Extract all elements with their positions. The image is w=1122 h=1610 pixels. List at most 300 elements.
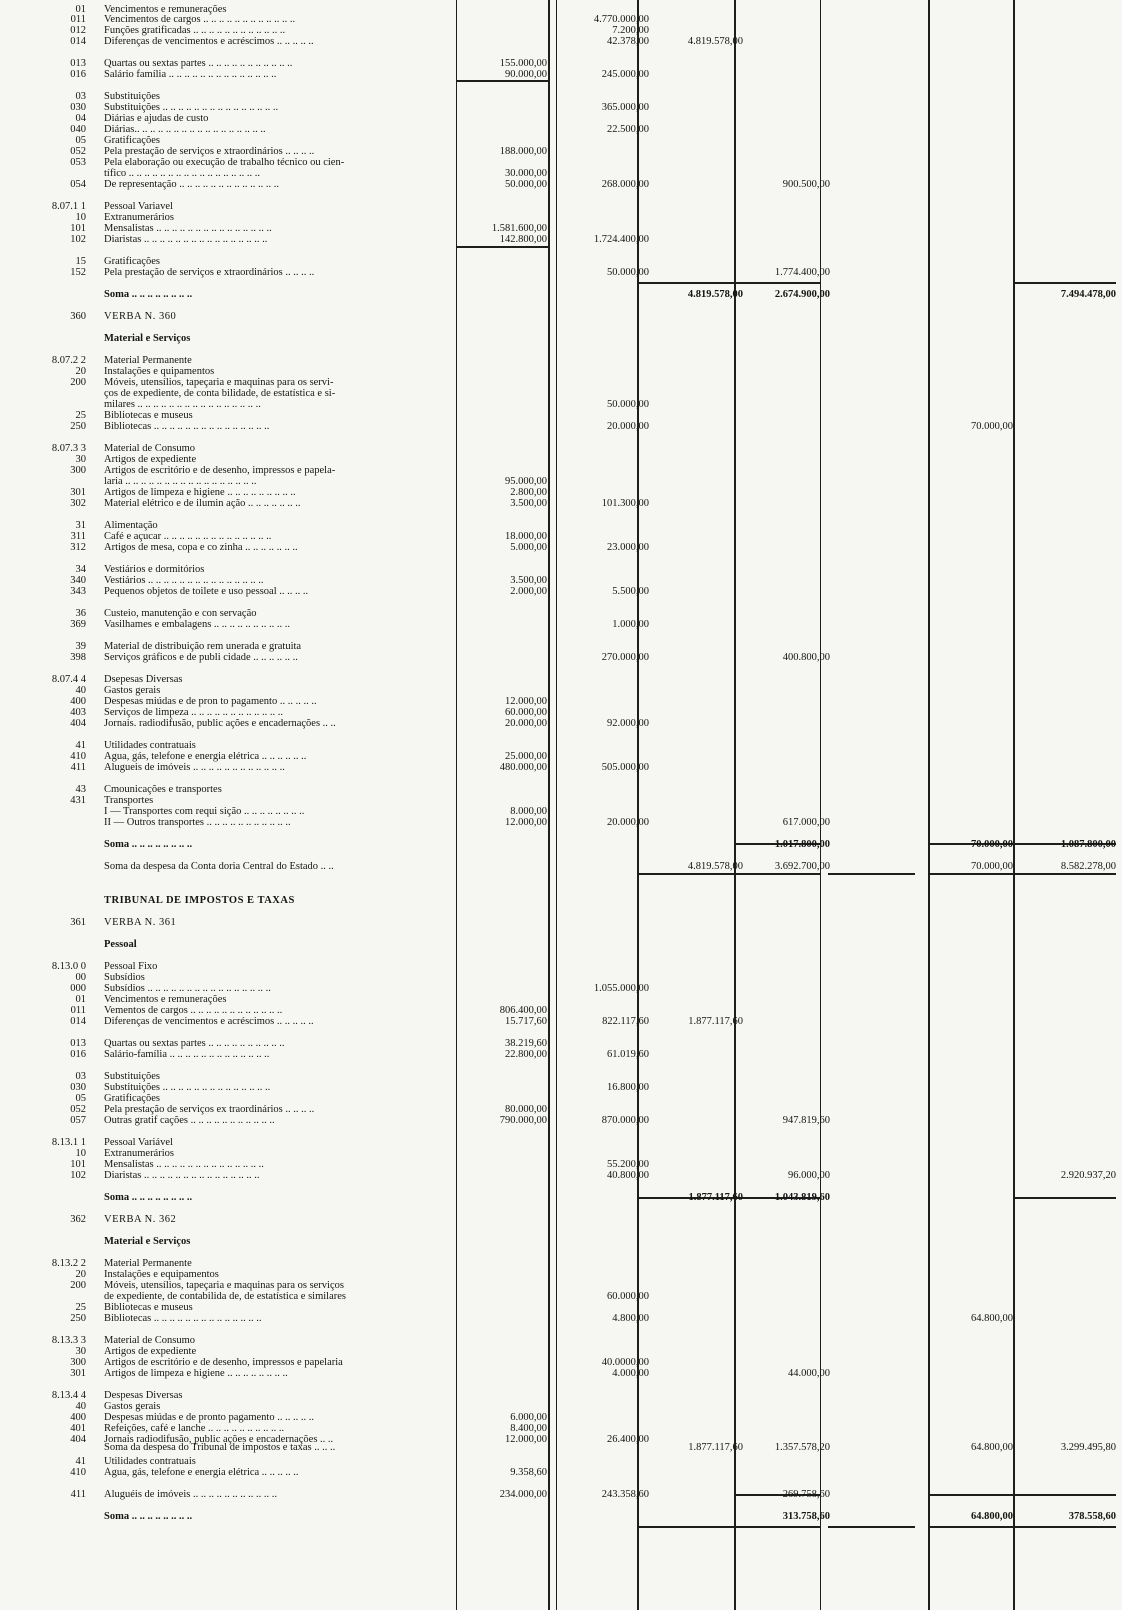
account-code: 400	[70, 696, 86, 707]
account-code: 404	[70, 718, 86, 729]
line-description: Alugueis de imóveis .. .. .. .. .. .. .. .. .. .. .. ..	[104, 762, 285, 773]
line-description: Instalações e equipamentos	[104, 1269, 219, 1280]
amount-col-2: 268.000,00	[601, 179, 649, 190]
line-description: Diárias e ajudas de custo	[104, 113, 209, 124]
account-code: 152	[70, 267, 86, 278]
amount-col-1: 8.000,00	[510, 806, 547, 817]
amount-col-3: 1.877.117,60	[688, 1192, 743, 1203]
amount-col-4: 1.043.819,60	[774, 1192, 830, 1203]
line-description: Agua, gás, telefone e energia elétrica .. .. .. .. .. ..	[104, 751, 307, 762]
line-description: Material de Consumo	[104, 443, 195, 454]
amount-col-1: 480.000,00	[499, 762, 547, 773]
line-description: Pessoal Variável	[104, 1137, 173, 1148]
amount-col-2: 55.200,00	[607, 1159, 649, 1170]
amount-col-6: 64.800,00	[971, 1442, 1013, 1453]
line-description: Extranumerários	[104, 1148, 174, 1159]
line-description: Despesas miúdas e de pronto pagamento .. .. .. .. ..	[104, 1412, 314, 1423]
line-description: Instalações e quipamentos	[104, 366, 215, 377]
account-code: 41	[75, 1456, 86, 1467]
line-description: Móveis, utensílios, tapeçaria e maquinas para os serviços	[104, 1280, 344, 1291]
account-code: 000	[70, 983, 86, 994]
line-description: Gratificações	[104, 1093, 160, 1104]
line-description: Bibliotecas e museus	[104, 1302, 193, 1313]
amount-col-3: 4.819.578,00	[687, 36, 743, 47]
table-row	[0, 1467, 1122, 1479]
table-row	[0, 917, 1122, 929]
line-description: Dsepesas Diversas	[104, 674, 183, 685]
line-description: Artigos de mesa, copa e co zinha .. .. .. .. .. .. ..	[104, 542, 298, 553]
amount-col-2: 243.358,60	[601, 1489, 649, 1500]
line-description: Pela prestação de serviços ex traordinários .. .. .. ..	[104, 1104, 315, 1115]
sum-underline	[734, 282, 820, 284]
account-code: 25	[75, 410, 86, 421]
amount-col-2: 42.378,00	[607, 36, 649, 47]
line-description: Água, gás, telefone e energia elétrica .. .. .. .. ..	[104, 1467, 299, 1478]
amount-col-2: 1.055.000,00	[593, 983, 649, 994]
amount-col-2: 23.000,00	[607, 542, 649, 553]
amount-col-7: 3.299.495,80	[1060, 1442, 1116, 1453]
line-description: Quartas ou sextas partes .. .. .. .. .. .. .. .. .. ..	[104, 1038, 285, 1049]
amount-col-4: 1.017.800,00	[774, 839, 830, 850]
amount-col-2: 822.117,60	[602, 1016, 649, 1027]
table-row	[0, 1049, 1122, 1061]
amount-col-1: 25.000,00	[505, 751, 547, 762]
line-description: Café e açucar .. .. .. .. .. .. .. .. .. .. .. .. .. ..	[104, 531, 272, 542]
table-row	[0, 311, 1122, 323]
account-code: 8.07.1 1	[51, 201, 86, 212]
account-code: 102	[70, 1170, 86, 1181]
line-description: Material e Serviços	[104, 333, 191, 344]
line-description: Vestiários .. .. .. .. .. .. .. .. .. .. .. .. .. .. ..	[104, 575, 264, 586]
account-code: 014	[70, 36, 86, 47]
account-code: 300	[70, 1357, 86, 1368]
line-description: Artigos de expediente	[104, 454, 197, 465]
line-description: Subsídios .. .. .. .. .. .. .. .. .. .. .. .. .. .. .. ..	[104, 983, 271, 994]
account-code: 040	[70, 124, 86, 135]
table-row	[0, 1511, 1122, 1523]
amount-col-1: 2.800,00	[510, 487, 547, 498]
amount-col-4: 269.758,60	[782, 1489, 830, 1500]
amount-col-1: 30.000,00	[505, 168, 547, 179]
line-description: Diaristas .. .. .. .. .. .. .. .. .. .. .. .. .. .. ..	[104, 1170, 260, 1181]
amount-col-2: 101.300,00	[601, 498, 649, 509]
line-description: Diferenças de vencimentos e acréscimos .. .. .. .. ..	[104, 1016, 314, 1027]
amount-col-3: 1.877.117,60	[688, 1442, 743, 1453]
amount-col-3: 4.819.578,00	[687, 289, 743, 300]
account-code: 398	[70, 652, 86, 663]
account-code: 8.07.3 3	[51, 443, 86, 454]
line-description: Vencimentos e remunerações	[104, 994, 227, 1005]
line-description: milares .. .. .. .. .. .. .. .. .. .. .. .. .. .. .. ..	[104, 399, 261, 410]
line-description: Jornais. radiodifusão, public ações e encadernações .. ..	[104, 718, 336, 729]
amount-col-1: 90.000,00	[505, 69, 547, 80]
amount-col-4: 313.758,60	[782, 1511, 830, 1522]
line-description: Material elétrico e de ilumin ação .. .. .. .. .. .. ..	[104, 498, 301, 509]
line-description: Gratificações	[104, 256, 160, 267]
line-description: Mensalistas .. .. .. .. .. .. .. .. .. .. .. .. .. ..	[104, 1159, 264, 1170]
amount-col-1: 2.000,00	[510, 586, 547, 597]
amount-col-2: 50.000,00	[607, 267, 649, 278]
amount-col-7: 8.582.278,00	[1060, 861, 1116, 872]
line-description: Gastos gerais	[104, 685, 161, 696]
account-code: 8.13.3 3	[51, 1335, 86, 1346]
amount-col-1: 12.000,00	[505, 817, 547, 828]
amount-col-1: 12.000,00	[505, 1434, 547, 1445]
line-description: Bibliotecas .. .. .. .. .. .. .. .. .. .. .. .. .. ..	[104, 1313, 262, 1324]
account-code: 030	[70, 102, 86, 113]
amount-col-6: 70.000,00	[971, 861, 1013, 872]
account-code: 20	[75, 366, 86, 377]
account-code: 052	[70, 1104, 86, 1115]
line-description: Vencimentos e remunerações	[104, 4, 227, 15]
sum-underline	[637, 873, 734, 875]
account-code: 8.13.0 0	[51, 961, 86, 972]
sum-underline	[1013, 1526, 1116, 1528]
line-description: Aluguéis de imóveis .. .. .. .. .. .. .. .. .. .. ..	[104, 1489, 277, 1500]
table-row	[0, 1442, 1122, 1454]
sum-underline	[828, 873, 915, 875]
account-code: 030	[70, 1082, 86, 1093]
line-description: Funções gratificadas .. .. .. .. .. .. .. .. .. .. .. ..	[104, 25, 286, 36]
line-description: Subsídios	[104, 972, 145, 983]
line-description: Salário família .. .. .. .. .. .. .. .. .. .. .. .. .. ..	[104, 69, 277, 80]
line-description: Diaristas .. .. .. .. .. .. .. .. .. .. .. .. .. .. .. ..	[104, 234, 268, 245]
line-description: TRIBUNAL DE IMPOSTOS E TAXAS	[104, 895, 295, 906]
amount-col-2: 365.000,00	[601, 102, 649, 113]
table-row	[0, 939, 1122, 951]
line-description: Salário-família .. .. .. .. .. .. .. .. .. .. .. .. ..	[104, 1049, 270, 1060]
amount-col-1: 155.000,00	[499, 58, 547, 69]
table-row	[0, 267, 1122, 279]
amount-col-1: 95.000,00	[505, 476, 547, 487]
account-code: 39	[75, 641, 86, 652]
amount-col-6: 70.000,00	[971, 839, 1013, 850]
line-description: Artigos de limpeza e higiene .. .. .. .. .. .. .. ..	[104, 1368, 288, 1379]
line-description: Diárias.. .. .. .. .. .. .. .. .. .. .. .. .. .. .. .. ..	[104, 124, 266, 135]
line-description: Substituições	[104, 1071, 161, 1082]
line-description: Diferenças de vencimentos e acréscimos .. .. .. .. ..	[104, 36, 314, 47]
account-code: 057	[70, 1115, 86, 1126]
account-code: 369	[70, 619, 86, 630]
amount-col-1: 12.000,00	[505, 696, 547, 707]
line-description: Pela elaboração ou execução de trabalho técnico ou cien-	[104, 157, 345, 168]
table-row	[0, 817, 1122, 829]
account-code: 8.07.4 4	[51, 674, 86, 685]
table-row	[0, 1368, 1122, 1380]
table-row	[0, 762, 1122, 774]
account-code: 8.13.1 1	[51, 1137, 86, 1148]
line-description: Artigos de escritório e de desenho, impressos e papela-	[104, 465, 336, 476]
amount-col-6: 64.800,00	[971, 1313, 1013, 1324]
line-description: ços de expediente, de conta bilidade, de estatística e si-	[104, 388, 336, 399]
line-description: Serviços gráficos e de publi cidade .. .. .. .. .. ..	[104, 652, 298, 663]
account-code: 8.07.2 2	[51, 355, 86, 366]
amount-col-2: 40.0000,00	[601, 1357, 649, 1368]
amount-col-4: 1.357.578,20	[774, 1442, 830, 1453]
amount-col-2: 245.000,00	[601, 69, 649, 80]
amount-col-1: 3.500,00	[510, 575, 547, 586]
table-row	[0, 179, 1122, 191]
table-row	[0, 1192, 1122, 1204]
amount-col-2: 4.000,00	[612, 1368, 649, 1379]
account-code: 012	[70, 25, 86, 36]
line-description: Material e Serviços	[104, 1236, 191, 1247]
amount-col-1: 22.800,00	[505, 1049, 547, 1060]
amount-col-2: 4.770.000,00	[593, 14, 649, 25]
account-code: 101	[70, 223, 86, 234]
amount-col-2: 505.000,00	[601, 762, 649, 773]
sum-underline	[928, 1526, 1013, 1528]
sum-underline	[1013, 282, 1116, 284]
account-code: 302	[70, 498, 86, 509]
line-description: Alimentação	[104, 520, 158, 531]
line-description: Artigos de expediente	[104, 1346, 197, 1357]
line-description: Pessoal	[104, 939, 137, 950]
line-description: Soma da despesa do Tribunal de impostos e taxas .. .. ..	[104, 1442, 336, 1453]
line-description: Pessoal Fixo	[104, 961, 158, 972]
account-code: 401	[70, 1423, 86, 1434]
amount-col-1: 9.358,60	[510, 1467, 547, 1478]
table-row	[0, 234, 1122, 246]
table-row	[0, 421, 1122, 433]
line-description: tífico .. .. .. .. .. .. .. .. .. .. .. .. .. .. .. .. ..	[104, 168, 261, 179]
account-code: 250	[70, 421, 86, 432]
sum-underline	[637, 282, 734, 284]
line-description: Vencimentos de cargos .. .. .. .. .. .. .. .. .. .. .. ..	[104, 14, 296, 25]
amount-col-1: 18.000,00	[505, 531, 547, 542]
line-description: II — Outros transportes .. .. .. .. .. .. .. .. .. .. ..	[104, 817, 291, 828]
table-row	[0, 1016, 1122, 1028]
account-code: 101	[70, 1159, 86, 1170]
table-row	[0, 69, 1122, 81]
amount-col-1: 20.000,00	[505, 718, 547, 729]
account-code: 301	[70, 487, 86, 498]
sum-underline	[637, 1526, 734, 1528]
amount-col-7: 2.920.937,20	[1060, 1170, 1116, 1181]
amount-col-1: 806.400,00	[499, 1005, 547, 1016]
amount-col-1: 60.000,00	[505, 707, 547, 718]
account-code: 360	[70, 311, 86, 322]
line-description: Substituições	[104, 91, 161, 102]
amount-col-1: 6.000,00	[510, 1412, 547, 1423]
table-row	[0, 1115, 1122, 1127]
account-code: 04	[75, 113, 86, 124]
line-description: Refeições, café e lanche .. .. .. .. .. .. .. .. .. ..	[104, 1423, 285, 1434]
line-description: Custeio, manutenção e con servação	[104, 608, 257, 619]
line-description: Material Permanente	[104, 355, 192, 366]
account-code: 250	[70, 1313, 86, 1324]
account-code: 054	[70, 179, 86, 190]
line-description: Mensalistas .. .. .. .. .. .. .. .. .. .. .. .. .. .. ..	[104, 223, 272, 234]
line-description: Bibliotecas e museus	[104, 410, 193, 421]
account-code: 43	[75, 784, 86, 795]
amount-col-2: 870.000,00	[601, 1115, 649, 1126]
line-description: Gratificações	[104, 135, 160, 146]
line-description: Vestiários e dormitórios	[104, 564, 205, 575]
account-code: 31	[75, 520, 86, 531]
amount-col-4: 617.000,00	[782, 817, 830, 828]
table-row	[0, 498, 1122, 510]
account-code: 30	[75, 454, 86, 465]
amount-col-4: 400.800,00	[782, 652, 830, 663]
sum-underline	[828, 1526, 915, 1528]
amount-col-1: 1.581.600,00	[491, 223, 547, 234]
amount-col-1: 5.000,00	[510, 542, 547, 553]
table-row	[0, 586, 1122, 598]
account-code: 25	[75, 1302, 86, 1313]
account-code: 03	[75, 1071, 86, 1082]
table-row	[0, 1214, 1122, 1226]
amount-col-2: 20.000,00	[607, 421, 649, 432]
amount-col-2: 1.000,00	[612, 619, 649, 630]
account-code: 411	[70, 1489, 86, 1500]
account-code: 361	[70, 917, 86, 928]
line-description: VERBA N. 361	[104, 917, 177, 928]
account-code: 403	[70, 707, 86, 718]
amount-col-2: 40.800,00	[607, 1170, 649, 1181]
amount-col-2: 60.000,00	[607, 1291, 649, 1302]
account-code: 410	[70, 1467, 86, 1478]
line-description: VERBA N. 362	[104, 1214, 177, 1225]
account-code: 41	[75, 740, 86, 751]
account-code: 10	[75, 212, 86, 223]
amount-col-2: 270.000,00	[601, 652, 649, 663]
account-code: 40	[75, 685, 86, 696]
line-description: Soma .. .. .. .. .. .. .. ..	[104, 839, 193, 850]
line-description: Soma .. .. .. .. .. .. .. ..	[104, 1511, 193, 1522]
account-code: 404	[70, 1434, 86, 1445]
amount-col-2: 4.800,00	[612, 1313, 649, 1324]
table-row	[0, 1170, 1122, 1182]
amount-col-4: 2.674.900,00	[774, 289, 830, 300]
account-code: 013	[70, 1038, 86, 1049]
amount-col-4: 44.000,00	[788, 1368, 830, 1379]
account-code: 40	[75, 1401, 86, 1412]
line-description: Artigos de limpeza e higiene .. .. .. .. .. .. .. .. ..	[104, 487, 296, 498]
line-description: Pela prestação de serviços e xtraordinários .. .. .. ..	[104, 146, 315, 157]
account-code: 311	[70, 531, 86, 542]
account-code: 016	[70, 69, 86, 80]
amount-col-1: 80.000,00	[505, 1104, 547, 1115]
account-code: 013	[70, 58, 86, 69]
amount-col-2: 92.000,00	[607, 718, 649, 729]
line-description: Despesas Diversas	[104, 1390, 183, 1401]
account-code: 362	[70, 1214, 86, 1225]
line-description: Soma da despesa da Conta doria Central do Estado .. ..	[104, 861, 334, 872]
line-description: Transportes	[104, 795, 154, 806]
account-code: 10	[75, 1148, 86, 1159]
line-description: Gastos gerais	[104, 1401, 161, 1412]
sum-underline	[1013, 873, 1116, 875]
amount-col-4: 3.692.700,00	[774, 861, 830, 872]
account-code: 011	[70, 1005, 86, 1016]
account-code: 300	[70, 465, 86, 476]
account-code: 343	[70, 586, 86, 597]
line-description: Material Permanente	[104, 1258, 192, 1269]
line-description: Bibliotecas .. .. .. .. .. .. .. .. .. .. .. .. .. .. ..	[104, 421, 270, 432]
account-code: 340	[70, 575, 86, 586]
table-row	[0, 36, 1122, 48]
amount-col-1: 188.000,00	[499, 146, 547, 157]
line-description: Pessoal Variavel	[104, 201, 173, 212]
table-row	[0, 542, 1122, 554]
line-description: I — Transportes com requi sição .. .. .. .. .. .. .. ..	[104, 806, 305, 817]
amount-col-1: 38.219,60	[505, 1038, 547, 1049]
line-description: de expediente, de contabilida de, de estatística e similares	[104, 1291, 346, 1302]
table-row	[0, 333, 1122, 345]
account-code: 05	[75, 1093, 86, 1104]
amount-col-2: 1.724.400,00	[593, 234, 649, 245]
amount-col-2: 50.000,00	[607, 399, 649, 410]
account-code: 30	[75, 1346, 86, 1357]
account-code: 20	[75, 1269, 86, 1280]
account-code: 053	[70, 157, 86, 168]
line-description: Cmounicações e transportes	[104, 784, 222, 795]
table-row	[0, 652, 1122, 664]
amount-col-7: 7.494.478,00	[1060, 289, 1116, 300]
account-code: 052	[70, 146, 86, 157]
line-description: Artigos de escritório e de desenho, impressos e papelaria	[104, 1357, 343, 1368]
table-row	[0, 1236, 1122, 1248]
amount-col-1: 142.800,00	[499, 234, 547, 245]
table-row	[0, 718, 1122, 730]
amount-col-2: 7.200,00	[612, 25, 649, 36]
account-code: 014	[70, 1016, 86, 1027]
amount-col-4: 900.500,00	[782, 179, 830, 190]
account-code: 200	[70, 1280, 86, 1291]
sum-underline	[734, 873, 820, 875]
amount-col-4: 1.774.400,00	[774, 267, 830, 278]
amount-col-4: 947.819,60	[782, 1115, 830, 1126]
table-row	[0, 1489, 1122, 1501]
line-description: Móveis, utensílios, tapeçaria e maquinas para os servi-	[104, 377, 334, 388]
account-code: 15	[75, 256, 86, 267]
line-description: VERBA N. 360	[104, 311, 177, 322]
table-row	[0, 619, 1122, 631]
line-description: Extranumerários	[104, 212, 174, 223]
amount-col-6: 70.000,00	[971, 421, 1013, 432]
table-row	[0, 861, 1122, 873]
line-description: Serviços de limpeza .. .. .. .. .. .. .. .. .. .. .. ..	[104, 707, 284, 718]
account-code: 016	[70, 1049, 86, 1060]
sum-underline	[456, 246, 548, 248]
amount-col-2: 61.019,60	[607, 1049, 649, 1060]
line-description: Utilidades contratuais	[104, 740, 196, 751]
account-code: 03	[75, 91, 86, 102]
sum-underline	[928, 873, 1013, 875]
amount-col-2: 22.500,00	[607, 124, 649, 135]
line-description: Substituições .. .. .. .. .. .. .. .. .. .. .. .. .. .. ..	[104, 102, 279, 113]
account-code: 34	[75, 564, 86, 575]
amount-col-2: 16.800,00	[607, 1082, 649, 1093]
amount-col-2: 20.000,00	[607, 817, 649, 828]
amount-col-2: 26.400,00	[607, 1434, 649, 1445]
line-description: Pela prestação de serviços e xtraordinários .. .. .. ..	[104, 267, 315, 278]
amount-col-1: 8.400,00	[510, 1423, 547, 1434]
account-code: 00	[75, 972, 86, 983]
table-row	[0, 839, 1122, 851]
account-code: 411	[70, 762, 86, 773]
table-row	[0, 895, 1122, 907]
amount-col-1: 234.000,00	[499, 1489, 547, 1500]
line-description: Despesas miúdas e de pron to pagamento .. .. .. .. ..	[104, 696, 317, 707]
line-description: Material de Consumo	[104, 1335, 195, 1346]
amount-col-7: 1.087.800,00	[1060, 839, 1116, 850]
amount-col-1: 3.500,00	[510, 498, 547, 509]
account-code: 301	[70, 1368, 86, 1379]
sum-underline	[734, 1526, 820, 1528]
account-code: 05	[75, 135, 86, 146]
